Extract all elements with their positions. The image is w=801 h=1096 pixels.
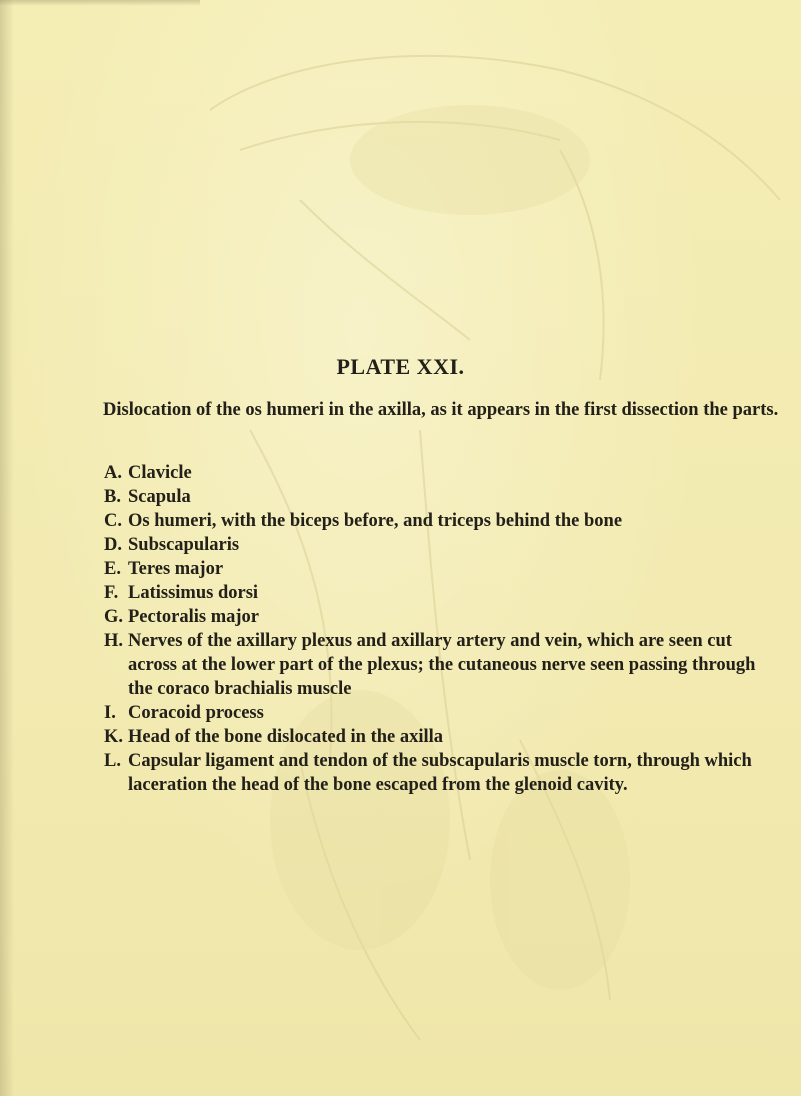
legend-item — [104, 749, 764, 797]
legend-description: Coracoid process — [128, 703, 264, 723]
legend-item — [104, 461, 764, 485]
legend-item — [104, 557, 764, 581]
legend-letter: I. — [104, 703, 116, 723]
legend-item — [104, 605, 764, 629]
legend-item — [104, 533, 764, 557]
legend-description: Head of the bone dislocated in the axilla — [128, 727, 444, 747]
legend-letter: H. — [104, 631, 124, 651]
legend-letter: A. — [104, 463, 122, 483]
legend-item — [104, 509, 764, 533]
legend-description: Scapula — [128, 487, 191, 507]
legend-description: Subscapularis — [128, 535, 240, 555]
legend-letter: L. — [104, 751, 121, 771]
plate-caption: Dislocation of the os humeri in the axilla, as it appears in the first dissection the parts. — [103, 400, 779, 420]
legend-item — [104, 581, 764, 605]
legend-letter: G. — [104, 607, 124, 627]
legend-item — [104, 485, 764, 509]
legend-description: Os humeri, with the biceps before, and triceps behind the bone — [128, 511, 623, 531]
legend-letter: C. — [104, 511, 122, 531]
legend-description: Pectoralis major — [128, 607, 259, 627]
legend-letter: E. — [104, 559, 121, 579]
legend-letter: D. — [104, 535, 122, 555]
legend-letter: B. — [104, 487, 121, 507]
legend-item — [104, 725, 764, 749]
legend-description: Clavicle — [128, 463, 192, 483]
legend-description: Nerves of the axillary plexus and axillary artery and vein, which are seen cut across at the lower part of the plexus; the cutaneous nerve seen passing through the coraco brachialis muscle — [128, 631, 756, 699]
page-edge-shadow-top — [0, 0, 200, 6]
legend-description: Capsular ligament and tendon of the subscapularis muscle torn, through which laceration the head of the bone escaped from the glenoid cavity. — [128, 751, 752, 795]
legend-letter: F. — [104, 583, 119, 603]
page-edge-shadow — [0, 0, 14, 1096]
legend-list — [104, 461, 764, 797]
legend-letter: K. — [104, 727, 124, 747]
legend-description: Latissimus dorsi — [128, 583, 259, 603]
legend-item — [104, 629, 764, 701]
plate-title: PLATE XXI. — [336, 354, 465, 379]
legend-item — [104, 701, 764, 725]
legend-description: Teres major — [128, 559, 224, 579]
